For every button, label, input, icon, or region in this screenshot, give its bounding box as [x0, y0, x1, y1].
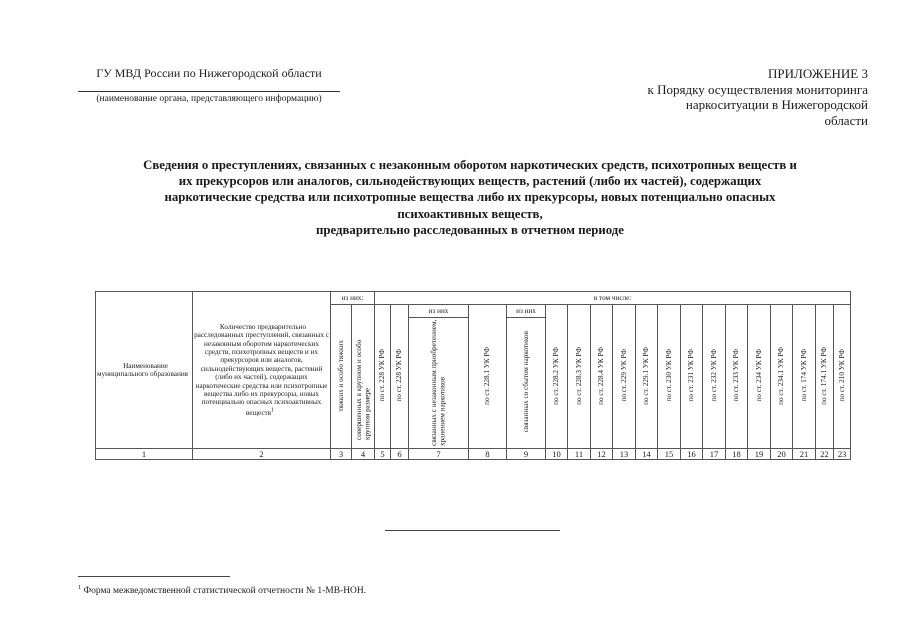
column-number: 20 [771, 449, 793, 460]
appendix-line: наркоситуации в Нижегородской [685, 97, 868, 112]
column-number: 5 [375, 449, 391, 460]
header-total-crimes [193, 292, 331, 449]
center-divider [385, 530, 560, 531]
header-col-14: по ст. 229.1 УК РФ [636, 305, 658, 449]
column-number: 11 [568, 449, 591, 460]
document-title [75, 157, 865, 238]
column-number: 10 [546, 449, 568, 460]
header-col-6: по ст. 228 УК РФ [391, 305, 409, 449]
header-col-8: по ст. 228.1 УК РФ [469, 305, 507, 449]
header-col-11: по ст. 228.3 УК РФ [568, 305, 591, 449]
column-number: 2 [193, 449, 331, 460]
column-number: 22 [816, 449, 834, 460]
header-total-crimes-text: Количество предварительно расследованных преступлений, связанных с незаконным оборотом наркотических средств, психотропных веществ и их прекурсоров или аналогов, сильнодействующих веществ, растений (либо их частей), содержащих наркотические средства или психотропные вещества либо их прекурсоры, новых потенциально опасных психоактивных веществ$^1$ [194, 322, 329, 418]
header-col-21: по ст. 174 УК РФ [793, 305, 816, 449]
column-number: 13 [613, 449, 636, 460]
organization-block [78, 66, 340, 105]
column-number: 12 [591, 449, 613, 460]
organization-caption: (наименование органа, представляющего информацию) [96, 94, 322, 104]
header-of-them-small: из них [507, 305, 546, 318]
column-number: 18 [726, 449, 748, 460]
header-of-them-small: из них [409, 305, 469, 318]
column-number: 7 [409, 449, 469, 460]
header-col-10: по ст. 228.2 УК РФ [546, 305, 568, 449]
header-col-17: по ст. 232 УК РФ [703, 305, 726, 449]
header-col-5: по ст. 228 УК РФ [375, 305, 391, 449]
header-col-3: тяжких и особо тяжких [331, 305, 352, 449]
header-municipality: Наименование муниципального образования [96, 292, 193, 449]
header-col-23: по ст. 210 УК РФ [834, 305, 851, 449]
organization-name: ГУ МВД России по Нижегородской области [96, 66, 322, 80]
title-line: психоактивных веществ, [397, 206, 543, 221]
footnote-text: Форма межведомственной статистической отчетности № 1-МВ-НОН. [81, 586, 367, 597]
title-line: Сведения о преступлениях, связанных с незаконным оборотом наркотических средств, психотропных веществ и [143, 158, 797, 172]
title-line: наркотические средства или психотропные вещества либо их прекурсоры, новых потенциально опасных [164, 190, 776, 205]
column-number: 4 [352, 449, 375, 460]
title-line: предварительно расследованных в отчетном периоде [316, 222, 624, 237]
column-number: 19 [748, 449, 771, 460]
header-col-22: по ст. 174.1 УК РФ [816, 305, 834, 449]
header-col-7: связанных с незаконным приобретением, хранением наркотиков [409, 318, 469, 449]
organization-underline [78, 91, 340, 92]
appendix-header [548, 66, 868, 128]
header-col-19: по ст. 234 УК РФ [748, 305, 771, 449]
column-number: 16 [681, 449, 703, 460]
column-number: 1 [96, 449, 193, 460]
column-number: 23 [834, 449, 851, 460]
header-col-15: по ст. 230 УК РФ [658, 305, 681, 449]
column-number: 21 [793, 449, 816, 460]
column-number: 17 [703, 449, 726, 460]
column-number: 15 [658, 449, 681, 460]
header-col-13: по ст. 229 УК РФ [613, 305, 636, 449]
column-number: 6 [391, 449, 409, 460]
title-line: их прекурсоров или аналогов, сильнодействующих веществ, растений (либо их частей), содержащих [178, 174, 762, 189]
column-number: 14 [636, 449, 658, 460]
header-of-them: из них: [331, 292, 375, 305]
header-including: в том числе: [375, 292, 851, 305]
appendix-title: ПРИЛОЖЕНИЕ 3 [768, 66, 868, 81]
appendix-line: области [824, 112, 868, 128]
column-number: 8 [469, 449, 507, 460]
header-col-4: совершенных в крупном и особо крупном размере [352, 305, 375, 449]
footnote-marker: 1 [78, 584, 82, 591]
appendix-line: к Порядку осуществления мониторинга [647, 81, 868, 97]
column-number: 9 [507, 449, 546, 460]
header-col-9: связанных со сбытом наркотиков [507, 318, 546, 449]
header-col-20: по ст. 234.1 УК РФ [771, 305, 793, 449]
crime-statistics-table [95, 291, 851, 460]
column-number-row [96, 449, 851, 460]
header-col-12: по ст. 228.4 УК РФ [591, 305, 613, 449]
footnote-separator [78, 576, 230, 577]
column-number: 3 [331, 449, 352, 460]
footnote [78, 582, 366, 597]
header-col-18: по ст. 233 УК РФ [726, 305, 748, 449]
header-col-16: по ст. 231 УК РФ [681, 305, 703, 449]
